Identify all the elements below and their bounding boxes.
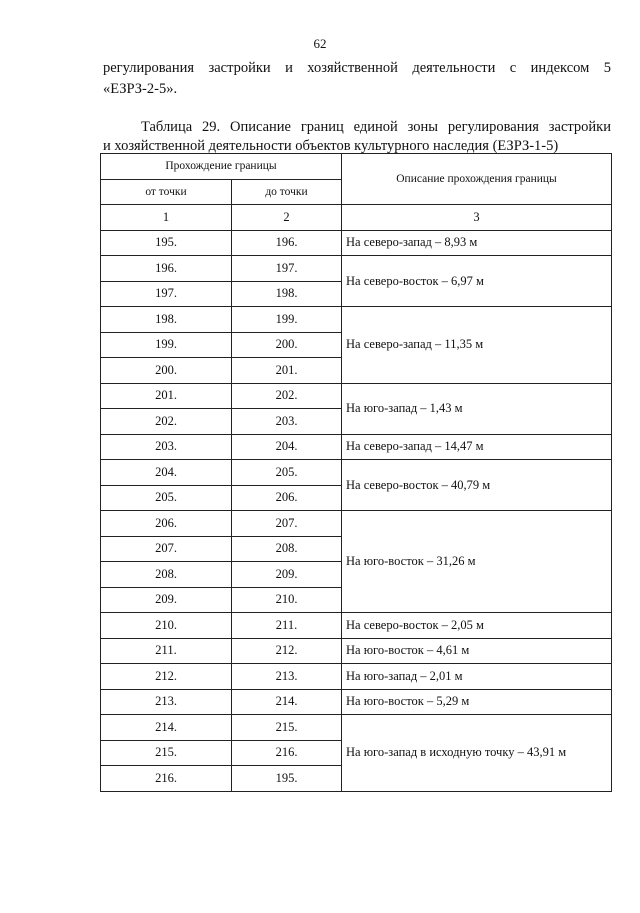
to-point-cell: 198. [232,281,342,307]
description-cell: На северо-запад – 14,47 м [342,434,612,460]
caption-line-2: и хозяйственной деятельности объектов культурного наследия (ЕЗРЗ-1-5) [103,138,559,154]
from-point-cell: 202. [101,409,232,435]
to-point-cell: 196. [232,230,342,256]
table-row [101,460,612,486]
caption-word: Описание [229,119,291,135]
description-cell: На юго-восток – 31,26 м [342,511,612,613]
description-cell: На юго-запад в исходную точку – 43,91 м [342,715,612,792]
from-point-cell: 200. [101,358,232,384]
from-point-cell: 196. [101,256,232,282]
from-point-cell: 199. [101,332,232,358]
description-cell: На юго-восток – 4,61 м [342,638,612,664]
intro-word: с [509,60,517,76]
from-point-cell: 205. [101,485,232,511]
intro-word: и [285,60,293,76]
header-number-3: 3 [342,205,612,231]
from-point-cell: 204. [101,460,232,486]
from-point-cell: 197. [101,281,232,307]
caption-word: зоны [407,119,439,135]
to-point-cell: 203. [232,409,342,435]
table-row [101,613,612,639]
to-point-cell: 205. [232,460,342,486]
from-point-cell: 198. [101,307,232,333]
intro-line-1 [103,58,611,79]
from-point-cell: 209. [101,587,232,613]
table-row [101,383,612,409]
intro-word: регулирования [103,60,195,76]
intro-paragraph [103,58,611,100]
to-point-cell: 204. [232,434,342,460]
to-point-cell: 215. [232,715,342,741]
caption-word: границ [300,119,344,135]
table-row [101,434,612,460]
table-row [101,307,612,333]
intro-word: застройки [208,60,271,76]
description-cell: На северо-запад – 8,93 м [342,230,612,256]
from-point-cell: 216. [101,766,232,792]
to-point-cell: 213. [232,664,342,690]
table-row [101,689,612,715]
from-point-cell: 215. [101,740,232,766]
to-point-cell: 209. [232,562,342,588]
header-row-numbers [101,205,612,231]
table-caption [103,118,611,156]
to-point-cell: 216. [232,740,342,766]
caption-word: Таблица [141,119,193,135]
to-point-cell: 210. [232,587,342,613]
intro-word: деятельности [412,60,496,76]
to-point-cell: 207. [232,511,342,537]
to-point-cell: 206. [232,485,342,511]
to-point-cell: 200. [232,332,342,358]
intro-word: индексом [530,60,590,76]
table-row [101,256,612,282]
header-to-point: до точки [232,179,342,205]
caption-word: регулирования [447,119,539,135]
from-point-cell: 207. [101,536,232,562]
caption-word: застройки [548,119,611,135]
from-point-cell: 214. [101,715,232,741]
page-number: 62 [313,36,327,51]
from-point-cell: 213. [101,689,232,715]
description-cell: На юго-запад – 2,01 м [342,664,612,690]
description-cell: На северо-запад – 11,35 м [342,307,612,384]
to-point-cell: 214. [232,689,342,715]
header-from-point: от точки [101,179,232,205]
table-row [101,664,612,690]
from-point-cell: 206. [101,511,232,537]
to-point-cell: 199. [232,307,342,333]
description-cell: На северо-восток – 2,05 м [342,613,612,639]
table-row [101,715,612,741]
caption-line-1 [103,118,611,137]
from-point-cell: 208. [101,562,232,588]
from-point-cell: 201. [101,383,232,409]
from-point-cell: 210. [101,613,232,639]
boundary-table [100,153,612,792]
description-cell: На северо-восток – 40,79 м [342,460,612,511]
to-point-cell: 197. [232,256,342,282]
description-cell: На юго-восток – 5,29 м [342,689,612,715]
header-number-2: 2 [232,205,342,231]
header-row-group [101,154,612,180]
to-point-cell: 195. [232,766,342,792]
intro-word: 5 [603,60,611,76]
to-point-cell: 208. [232,536,342,562]
table-row [101,230,612,256]
header-boundary-passage: Прохождение границы [101,154,342,180]
header-number-1: 1 [101,205,232,231]
description-cell: На северо-восток – 6,97 м [342,256,612,307]
from-point-cell: 203. [101,434,232,460]
table-body [101,230,612,791]
intro-word: хозяйственной [307,60,398,76]
from-point-cell: 212. [101,664,232,690]
caption-word: единой [353,119,398,135]
description-cell: На юго-запад – 1,43 м [342,383,612,434]
table-row [101,511,612,537]
to-point-cell: 211. [232,613,342,639]
from-point-cell: 195. [101,230,232,256]
to-point-cell: 202. [232,383,342,409]
table-row [101,638,612,664]
to-point-cell: 212. [232,638,342,664]
to-point-cell: 201. [232,358,342,384]
header-description: Описание прохождения границы [342,154,612,205]
caption-word: 29. [202,119,221,135]
intro-line-2: «ЕЗРЗ-2-5». [103,81,178,97]
from-point-cell: 211. [101,638,232,664]
